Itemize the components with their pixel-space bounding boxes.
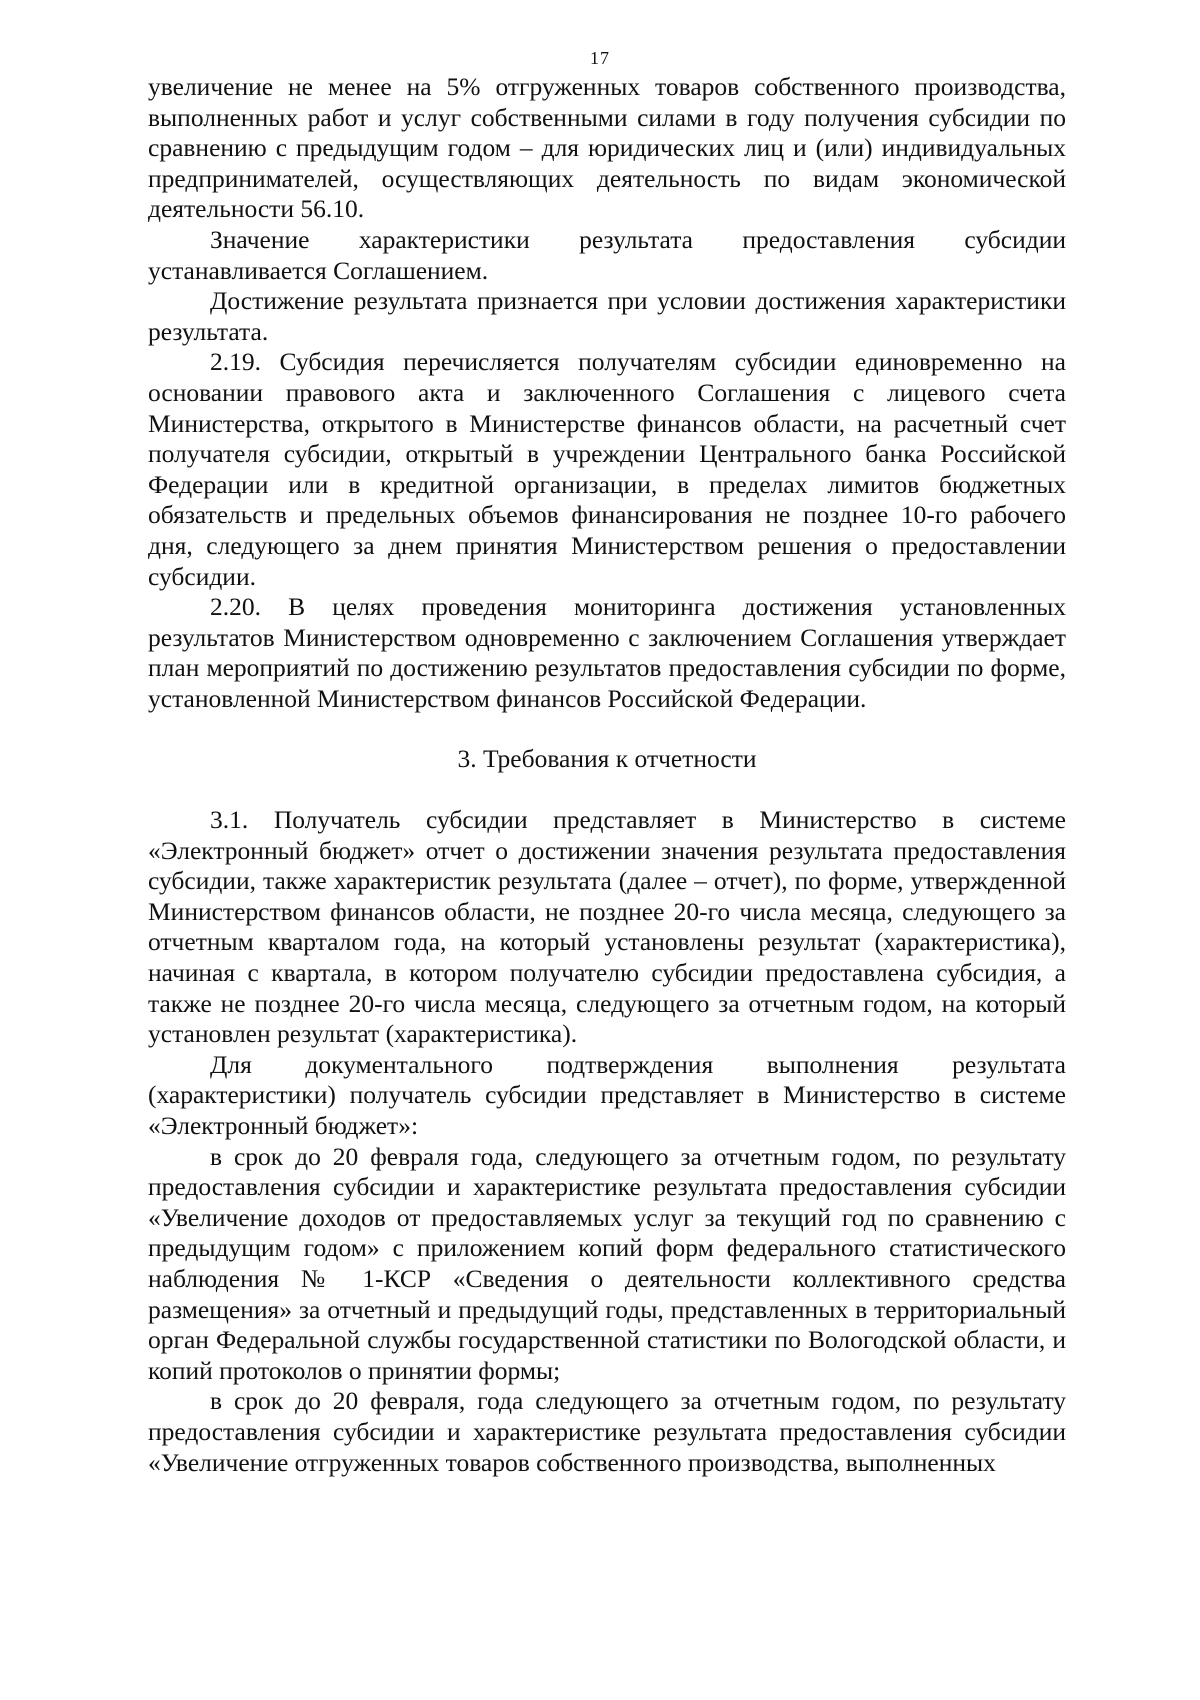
- paragraph-2-20: 2.20. В целях проведения мониторинга достижения установленных результатов Министерством одновременно с заключением Соглашения утверждает план мероприятий по достижению результатов предоставления субсидии по форме, установленной Министерством финансов Российской Федерации.: [148, 592, 1066, 713]
- paragraph: увеличение не менее на 5% отгруженных товаров собственного производства, выполненных работ и услуг собственными силами в году получения субсидии по сравнению с предыдущим годом – для юридических лиц и (или) индивидуальных предпринимателей, осуществляющих деятельность по видам экономической деятельности 56.10.: [148, 72, 1066, 224]
- paragraph-2-19: 2.19. Субсидия перечисляется получателям субсидии единовременно на основании правового акта и заключенного Соглашения с лицевого счета Министерства, открытого в Министерстве финансов области, на расчетный счет получателя субсидии, открытый в учреждении Центрального банка Российской Федерации или в кредитной организации, в пределах лимитов бюджетных обязательств и предельных объемов финансирования не позднее 10-го рабочего дня, следующего за днем принятия Министерством решения о предоставлении субсидии.: [148, 347, 1066, 591]
- paragraph-3-1: 3.1. Получатель субсидии представляет в Министерство в системе «Электронный бюджет» отчет о достижении значения результата предоставления субсидии, также характеристик результата (далее – отчет), по форме, утвержденной Министерством финансов области, не позднее 20-го числа месяца, следующего за отчетным кварталом года, на который установлены результат (характеристика), начиная с квартала, в котором получателю субсидии предоставлена субсидия, а также не позднее 20-го числа месяца, следующего за отчетным годом, на который установлен результат (характеристика).: [148, 805, 1066, 1049]
- paragraph: в срок до 20 февраля года, следующего за отчетным годом, по результату предоставления субсидии и характеристике результата предоставления субсидии «Увеличение доходов от предоставляемых услуг за текущий год по сравнению с предыдущим годом» с приложением копий форм федерального статистического наблюдения № 1-КСР «Сведения о деятельности коллективного средства размещения» за отчетный и предыдущий годы, представленных в территориальный орган Федеральной службы государственной статистики по Вологодской области, и копий протоколов о принятии формы;: [148, 1141, 1066, 1385]
- document-body: [148, 72, 1066, 1478]
- section-heading: 3. Требования к отчетности: [457, 744, 757, 774]
- paragraph: Значение характеристики результата предоставления субсидии устанавливается Соглашением.: [148, 224, 1066, 285]
- page-number: 17: [590, 48, 610, 68]
- paragraph: Достижение результата признается при условии достижения характеристики результата.: [148, 286, 1066, 346]
- paragraph: в срок до 20 февраля, года следующего за отчетным годом, по результату предоставления субсидии и характеристике результата предоставления субсидии «Увеличение отгруженных товаров собственного производства, выполненных: [148, 1386, 1066, 1477]
- paragraph: Для документального подтверждения выполнения результата (характеристики) получатель субсидии представляет в Министерство в системе «Электронный бюджет»:: [148, 1049, 1066, 1140]
